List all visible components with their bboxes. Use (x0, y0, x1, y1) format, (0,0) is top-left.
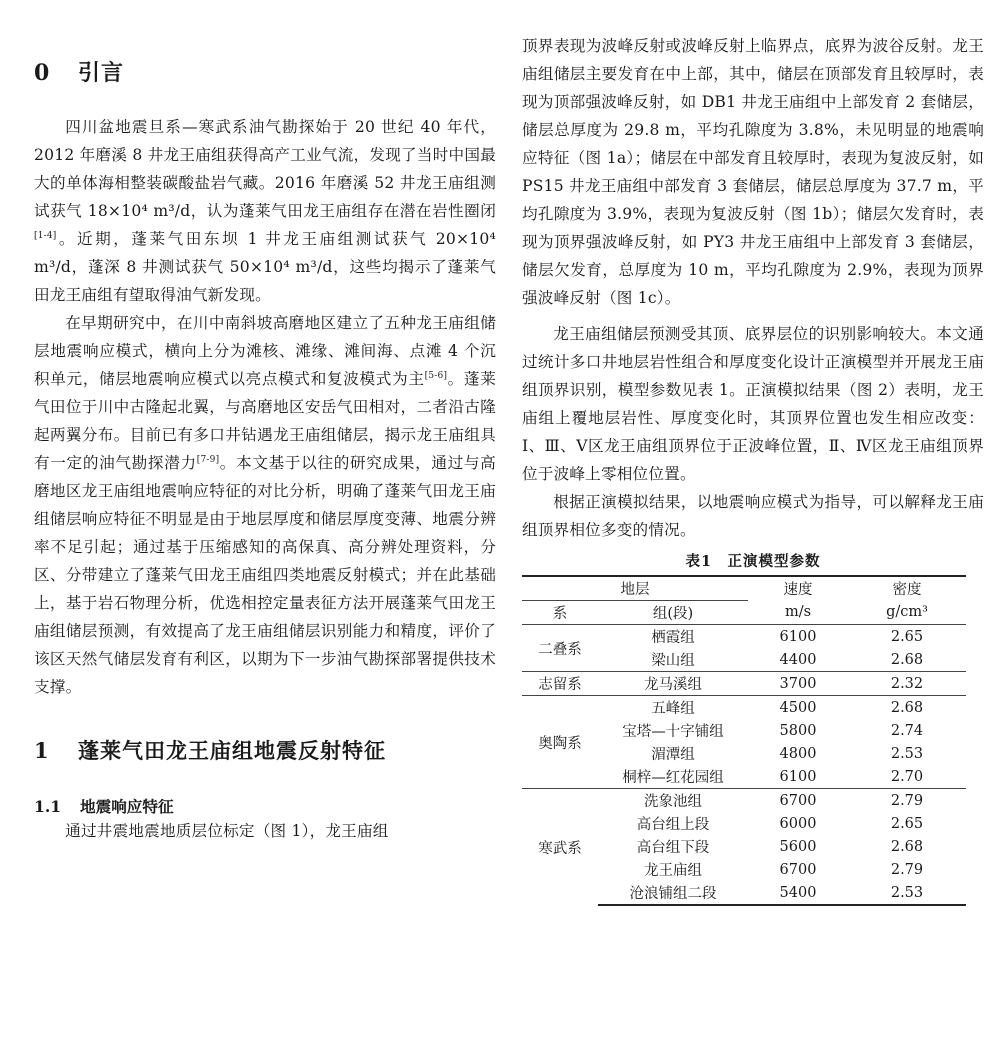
section-title: 蓬莱气田龙王庙组地震反射特征 (78, 738, 386, 763)
velocity-cell: 5400 (748, 881, 848, 905)
group-cell: 高台组上段 (636, 817, 710, 833)
group-cell: 龙马溪组 (598, 672, 748, 696)
section-title: 引言 (78, 60, 125, 86)
subsection-1-1-heading (34, 795, 496, 817)
header-density-unit: g/cm³ (886, 604, 928, 621)
velocity-cell: 6700 (779, 861, 817, 878)
velocity-cell: 5600 (779, 838, 817, 855)
table-header-row (522, 601, 966, 625)
velocity-cell: 3700 (748, 672, 848, 696)
velocity-cell: 6000 (779, 815, 817, 832)
table-row (522, 789, 966, 813)
left-column (34, 0, 496, 845)
body-paragraph-3-continued: 顶界表现为波峰反射或波峰反射上临界点，底界为波谷反射。龙王庙组储层主要发育在中上部，其中，储层在顶部发育且较厚时，表现为顶部强波峰反射，如 DB1 井龙王庙组中上部发育 2 套储层，储层总厚度为 29.8 m，平均孔隙度为 3.8%，未见明显的地震响应特征（图 1a）；储层在中部发育且较厚时，表现为复波反射，如 PS15 井龙王庙组中部发育 3 套储层，储层总厚度为 37.7 m，平均孔隙度为 3.9%，表现为复波反射（图 1b）；储层欠发育时，表现为顶界强波峰反射，如 PY3 井龙王庙组中上部发育 3 套储层，储层欠发育，总厚度为 10 m，平均孔隙度为 2.9%，表现为顶界强波峰反射（图 1c）。 (522, 37, 984, 307)
velocity-cell: 4500 (748, 696, 848, 720)
density-cell: 2.79 (848, 789, 966, 813)
group-cell: 湄潭组 (651, 747, 695, 763)
section-number: 1 (34, 738, 50, 763)
density-cell: 2.74 (890, 722, 924, 739)
subsection-title: 地震响应特征 (80, 797, 174, 816)
velocity-cell: 6100 (779, 768, 817, 785)
density-cell: 2.70 (890, 768, 924, 785)
table-caption: 表1 正演模型参数 (685, 553, 821, 570)
table-row (522, 625, 966, 649)
group-cell: 洗象池组 (598, 789, 748, 813)
density-cell: 2.65 (890, 815, 924, 832)
header-system: 系 (552, 606, 568, 622)
system-cell: 奥陶系 (522, 696, 598, 789)
group-cell: 宝塔—十字铺组 (622, 724, 724, 740)
velocity-cell: 4400 (779, 651, 817, 668)
section-0-heading (34, 56, 496, 87)
body-paragraph-5: 根据正演模拟结果，以地震响应模式为指导，可以解释龙王庙组顶界相位多变的情况。 (522, 493, 984, 539)
group-cell: 龙王庙组 (644, 863, 702, 879)
subsection-number: 1.1 (34, 797, 62, 816)
density-cell: 2.53 (848, 881, 966, 905)
velocity-cell: 6700 (748, 789, 848, 813)
velocity-cell: 5800 (779, 722, 817, 739)
header-velocity: 速度 (748, 576, 848, 601)
group-cell: 栖霞组 (598, 625, 748, 649)
density-cell: 2.68 (890, 651, 924, 668)
system-cell: 二叠系 (522, 625, 598, 672)
table-header-row (522, 576, 966, 601)
body-paragraph-4: 龙王庙组储层预测受其顶、底界层位的识别影响较大。本文通过统计多口井地层岩性组合和厚度变化设计正演模型并开展龙王庙组顶界识别，模型参数见表 1。正演模拟结果（图 2）表明，龙王庙组上覆地层岩性、厚度变化时，其顶界位置也发生相应改变：Ⅰ、Ⅲ、Ⅴ区龙王庙组顶界位于正波峰位置，Ⅱ、Ⅳ区龙王庙组顶界位于波峰上零相位位置。 (522, 325, 984, 483)
system-cell: 志留系 (522, 672, 598, 696)
header-velocity-unit: m/s (784, 604, 812, 621)
section-number: 0 (34, 60, 51, 86)
density-cell: 2.53 (890, 745, 924, 762)
body-paragraph-3: 通过井震地震地质层位标定（图 1），龙王庙组 (65, 822, 389, 840)
group-cell: 五峰组 (598, 696, 748, 720)
intro-paragraph-1: 四川盆地震旦系—寒武系油气勘探始于 20 世纪 40 年代，2012 年磨溪 8 井龙王庙组获得高产工业气流，发现了当时中国最大的单体海相整装碳酸盐岩气藏。2016 年磨溪 52 井龙王庙组测试获气 18×10⁴ m³/d，认为蓬莱气田龙王庙组存在潜在岩性圈闭[1-4]。近期，蓬莱气田东坝 1 井龙王庙组测试获气 20×10⁴ m³/d，蓬深 8 井测试获气 50×10⁴ m³/d，这些均揭示了蓬莱气田龙王庙组有望取得油气新发现。 (34, 118, 496, 304)
intro-paragraph-2: 在早期研究中，在川中南斜坡高磨地区建立了五种龙王庙组储层地震响应模式，横向上分为滩核、滩缘、滩间海、点滩 4 个沉积单元，储层地震响应模式以亮点模式和复波模式为主[5-6]。蓬莱气田位于川中古隆起北翼，与高磨地区安岳气田相对，二者沿古隆起两翼分布。目前已有多口井钻遇龙王庙组储层，揭示龙王庙组具有一定的油气勘探潜力[7-9]。本文基于以往的研究成果，通过与高磨地区龙王庙组地震响应特征的对比分析，明确了蓬莱气田龙王庙组储层响应特征不明显是由于地层厚度和储层厚度变薄、地震分辨率不足引起；通过基于压缩感知的高保真、高分辨处理资料，分区、分带建立了蓬莱气田龙王庙组四类地震反射模式；并在此基础上，基于岩石物理分析，优选相控定量表征方法开展蓬莱气田龙王庙组储层预测，有效提高了龙王庙组储层识别能力和精度，评价了该区天然气储层发育有利区，以期为下一步油气勘探部署提供技术支撑。 (34, 314, 496, 696)
group-cell: 梁山组 (651, 653, 695, 669)
citation: [5-6] (424, 370, 448, 381)
header-density: 密度 (848, 576, 966, 601)
density-cell: 2.32 (848, 672, 966, 696)
group-cell: 桐梓—红花园组 (622, 770, 724, 786)
forward-model-parameters-table (522, 575, 966, 906)
density-cell: 2.68 (848, 696, 966, 720)
velocity-cell: 6100 (748, 625, 848, 649)
density-cell: 2.79 (890, 861, 924, 878)
table-row (522, 696, 966, 720)
right-column (522, 0, 984, 906)
header-stratum: 地层 (522, 576, 748, 601)
section-1-heading (34, 735, 496, 765)
group-cell: 沧浪铺组二段 (598, 881, 748, 905)
density-cell: 2.68 (890, 838, 924, 855)
table-row (522, 672, 966, 696)
velocity-cell: 4800 (779, 745, 817, 762)
density-cell: 2.65 (848, 625, 966, 649)
citation: [1-4] (34, 230, 57, 241)
group-cell: 高台组下段 (636, 840, 710, 856)
header-group: 组(段) (652, 606, 694, 622)
citation: [7-9] (196, 454, 220, 465)
system-cell: 寒武系 (522, 789, 598, 906)
